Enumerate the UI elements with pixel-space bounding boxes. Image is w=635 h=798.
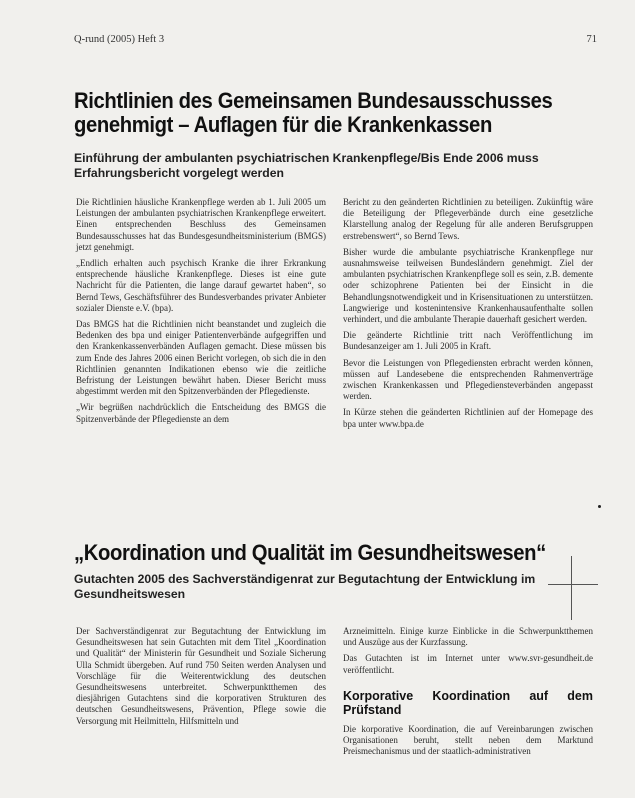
article2-left-column <box>76 626 326 732</box>
page-number: 71 <box>586 34 597 45</box>
end-mark <box>598 505 601 508</box>
article1-paragraph: Bericht zu den geänderten Richtlinien zu beteiligen. Zukünftig wäre die Beteiligung der Pflegeverbände durch eine gesetzliche Klarstellung analog der Regelung für alle anderen Berufsgruppen erstrebenswert“, so Bernd Tews. <box>343 197 593 241</box>
article2-subtitle: Gutachten 2005 des Sachverständigenrat zur Begutachtung der Entwicklung im Gesundheitswesen <box>74 572 536 601</box>
article2-paragraph: Arzneimitteln. Einige kurze Einblicke in die Schwerpunktthemen und Auszüge aus der Kurzfassung. <box>343 626 593 648</box>
article2-paragraph: Der Sachverständigenrat zur Begutachtung der Entwicklung im Gesundheitswesen hat sein Gutachten mit dem Titel „Koordination und Qualität“ der Ministerin für Gesundheit und Soziale Sicherung Ulla Schmidt übergeben. Auf rund 750 Seiten werden Analysen und Vorschläge für die Weiterentwicklung des deutschen Gesundheitswesens unterbreitet. Schwerpunktthemen des diesjährigen Gutachtens sind die korporativen Strukturen des deutschen Gesundheitswesens, Prävention, Pflege sowie die Versorgung mit Heilmitteln, Hilfsmitteln und <box>76 626 326 726</box>
pencil-mark <box>548 584 598 585</box>
article1-paragraph: Die Richtlinien häusliche Krankenpflege werden ab 1. Juli 2005 um Leistungen der ambulanten psychiatrischen Krankenpflege erweitert. Einen entsprechenden Beschluss des Gemeinsamen Bundesausschusses hat das Bundesgesundheitsministerium (BMGS) jetzt genehmigt. <box>76 197 326 252</box>
article2-right-column <box>343 626 593 762</box>
article2-paragraph: Das Gutachten ist im Internet unter www.svr-gesundheit.de veröffentlicht. <box>343 653 593 675</box>
article1-paragraph: Die geänderte Richtlinie tritt nach Veröffentlichung im Bundesanzeiger am 1. Juli 2005 in Kraft. <box>343 330 593 352</box>
article2-paragraph: Die korporative Koordination, die auf Vereinbarungen zwischen Organisationen beruht, stellt neben dem Marktund Preismechanismus und der staatlich-administrativen <box>343 723 593 757</box>
article1-left-column <box>76 197 326 430</box>
article2-subheading: Korporative Koordination auf dem Prüfstand <box>343 688 593 717</box>
article1-subtitle: Einführung der ambulanten psychiatrischen Krankenpflege/Bis Ende 2006 muss Erfahrungsbericht vorgelegt werden <box>74 151 539 180</box>
article2-title: „Koordination und Qualität im Gesundheitswesen“ <box>74 540 546 565</box>
pencil-mark <box>571 556 572 620</box>
article1-title: Richtlinien des Gemeinsamen Bundesausschusses genehmigt – Auflagen für die Krankenkassen <box>74 88 553 137</box>
article1-paragraph: Das BMGS hat die Richtlinien nicht beanstandet und zugleich die Bedenken des bpa und einiger Patientenverbände aufgegriffen und den Krankenkassenverbänden Auflagen gemacht. Diese müssen bis zum Ende des Jahres 2006 einen Bericht vorlegen, ob sich die in den Richtlinien genannten Indikationen ebenso wie die zeitliche Befristung der Leistungen bewährt haben. Dieser Bericht muss abgestimmt werden mit den Spitzenverbänden der Pflegedienste. <box>76 319 326 397</box>
article1-paragraph: Bisher wurde die ambulante psychiatrische Krankenpflege nur ausnahmsweise teilweisen Bundesländern genehmigt. Ziel der ambulanten psychiatrischen Krankenpflege soll es sein, z.B. demente oder schizophrene Patienten bei der Einsicht in die Behandlungsnotwendigkeit und in Krisensituationen zu unterstützen. Langwierige und kostenintensive Krankenhausaufenthalte sollen verhindert, und die ambulante Therapie dauerhaft gesichert werden. <box>343 246 593 325</box>
article1-paragraph: In Kürze stehen die geänderten Richtlinien auf der Homepage des bpa unter www.bpa.de <box>343 407 593 429</box>
article1-paragraph: Bevor die Leistungen von Pflegediensten erbracht werden können, müssen auf Landesebene die entsprechenden Rahmenverträge zwischen Krankenkassen und Pflegediensteverbänden angepasst werden. <box>343 357 593 402</box>
article1-paragraph: „Endlich erhalten auch psychisch Kranke die ihrer Erkrankung entsprechende häusliche Krankenpflege. Dieses ist eine gute Nachricht für die Patienten, die lange darauf gewartet haben“, so Bernd Tews, Geschäftsführer des Bundesverbandes privater Anbieter sozialer Dienste e.V. (bpa). <box>76 258 326 313</box>
article1-paragraph: „Wir begrüßen nachdrücklich die Entscheidung des BMGS die Spitzenverbände der Pflegedienste an dem <box>76 402 326 424</box>
article1-right-column <box>343 197 593 435</box>
page-header-left: Q-rund (2005) Heft 3 <box>74 34 165 45</box>
